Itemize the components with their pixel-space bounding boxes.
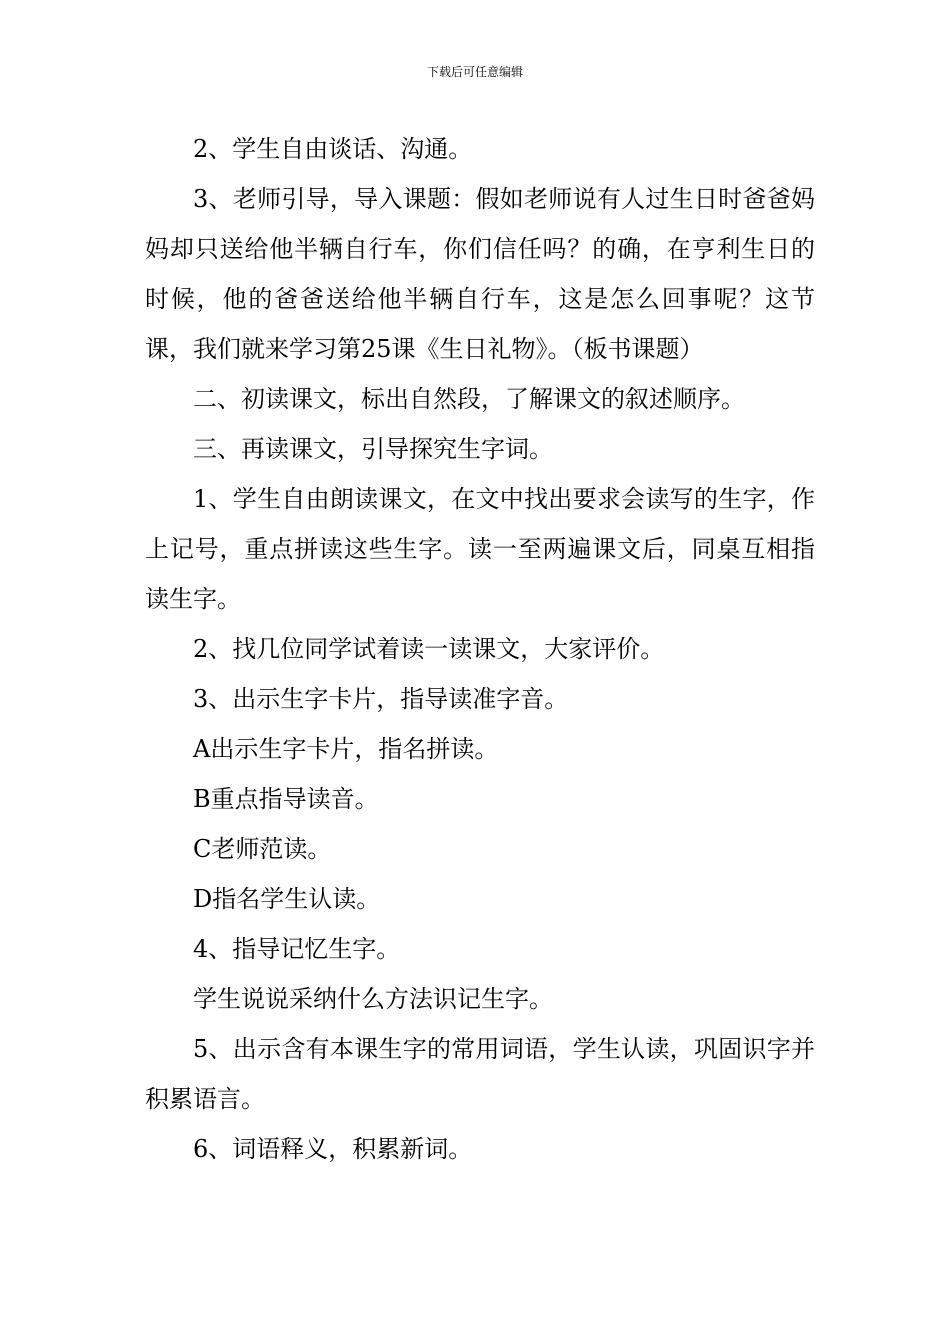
- paragraph: D指名学生认读。: [193, 885, 381, 913]
- paragraph: 学生说说采纳什么方法识记生字。: [193, 985, 553, 1013]
- paragraph: 3、老师引导，导入课题：假如老师说有人过生日时爸爸妈妈却只送给他半辆自行车，你们信任吗？的确，在亨利生日的时候，他的爸爸送给他半辆自行车，这是怎么回事呢？这节课，我们就来学习第25课《生日礼物》。（板书课题）: [145, 185, 815, 363]
- paragraph: 2、找几位同学试着读一读课文，大家评价。: [193, 635, 665, 663]
- paragraph: 1、学生自由朗读课文，在文中找出要求会读写的生字，作上记号，重点拼读这些生字。读一至两遍课文后，同桌互相指读生字。: [145, 485, 815, 613]
- paragraph: 4、指导记忆生字。: [193, 935, 401, 963]
- paragraph: A出示生字卡片，指名拼读。: [193, 735, 499, 763]
- paragraph: B重点指导读音。: [193, 785, 379, 813]
- paragraph: C老师范读。: [193, 835, 332, 863]
- paragraph: 3、出示生字卡片，指导读准字音。: [193, 685, 569, 713]
- paragraph: 2、学生自由谈话、沟通。: [193, 135, 473, 163]
- document-body: [145, 124, 815, 1174]
- paragraph: 三、再读课文，引导探究生字词。: [193, 435, 553, 463]
- paragraph: 5、出示含有本课生字的常用词语，学生认读，巩固识字并积累语言。: [145, 1035, 815, 1113]
- paragraph: 6、词语释义，积累新词。: [193, 1135, 473, 1163]
- paragraph: 二、初读课文，标出自然段，了解课文的叙述顺序。: [193, 385, 745, 413]
- page-header: 下载后可任意编辑: [426, 65, 523, 79]
